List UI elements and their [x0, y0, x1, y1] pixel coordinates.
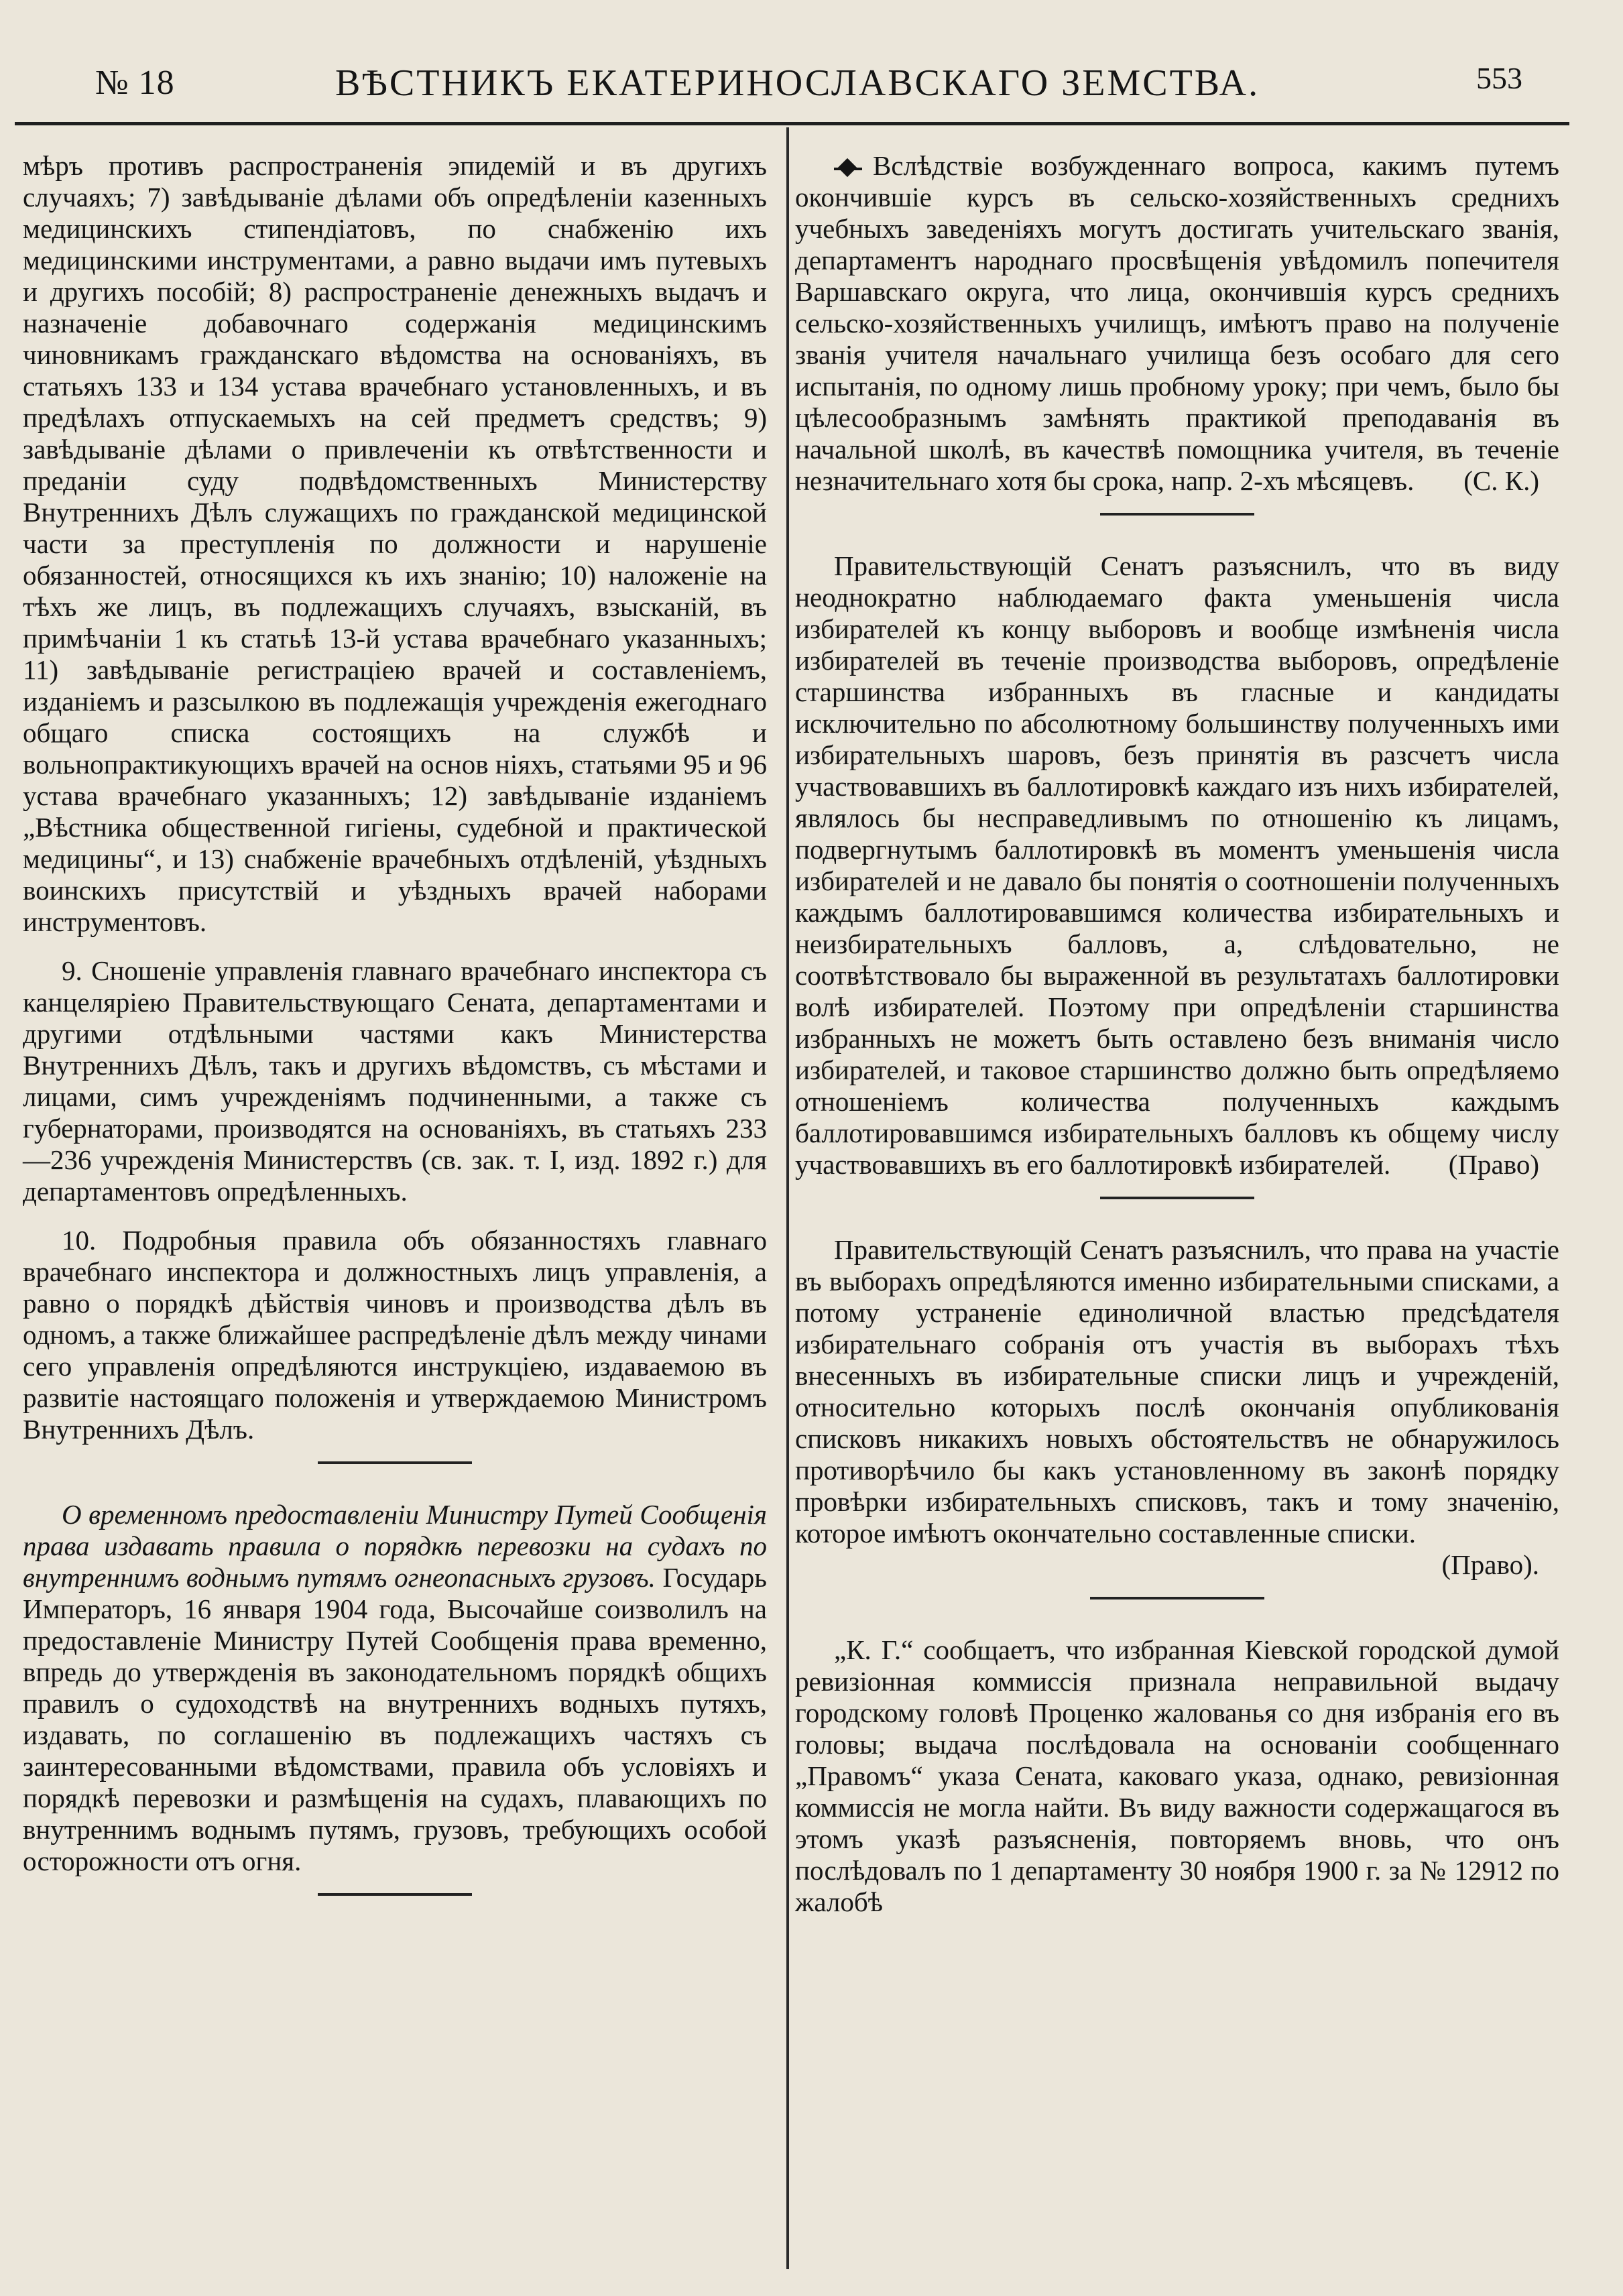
schools-text: Вслѣдствіе возбужденнаго вопроса, какимъ путемъ окончившіе курсъ въ сельско-хозяйственныхъ среднихъ учебныхъ заведеніяхъ могутъ достигать учительскаго званія, департаментъ народнаго просвѣщенія увѣдомилъ попечителя Варшавскаго округа, что лица, окончившія курсъ среднихъ сельско-хозяйственныхъ училищъ, имѣютъ право на полученіе званія учителя начальнаго училища безъ особаго для сего испытанія, по одному лишь пробному уроку; при чемъ, было бы цѣлесообразнымъ замѣнять практикой преподаванія въ начальной школѣ, въ качествѣ помощника учителя, въ теченіе незначительнаго хотя бы срока, напр. 2-хъ мѣсяцевъ. [795, 150, 1559, 496]
senate-1-text: Правительствующій Сенатъ разъяснилъ, что въ виду неоднократно наблюдаемаго факта уменьшенія числа избирателей къ концу выборовъ и вообще измѣненія числа избирателей въ теченіе производства выборовъ, опредѣленіе старшинства избранныхъ въ гласные и кандидаты исключительно по абсолютному большинству полученныхъ ими избирательныхъ шаровъ, безъ принятія въ разсчетъ числа участвовавшихъ въ баллотировкѣ каждаго изъ нихъ избирателей, являлось бы несправедливымъ по отношенію къ лицамъ, подвергнутымъ баллотировкѣ въ моментъ уменьшенія числа избирателей и не давало бы понятія о соотношеніи полученныхъ каждымъ баллотировавшимся количества избирательныхъ и неизбирательныхъ балловъ, а, слѣдовательно, не соотвѣтствовало бы выраженной въ результатахъ баллотировки волѣ избирателей. Поэтому при опредѣленіи старшинства избранныхъ не можетъ быть оставлено безъ вниманія число избирателей, и таковое старшинство должно быть опредѣляемо отношеніемъ количества полученныхъ каждымъ баллотировавшимся избирательныхъ балловъ къ общему числу участвовавшихъ въ его баллотировкѣ избирателей. [795, 550, 1559, 1180]
section-separator [23, 1877, 767, 1913]
decree-heading: О временномъ предоставленіи Министру Путей Сообщенія права издавать правила о порядкѣ перевозки на судахъ по внутреннимъ воднымъ путямъ огнеопасныхъ грузовъ. [23, 1499, 767, 1593]
journal-title: ВѢСТНИКЪ ЕКАТЕРИНОСЛАВСКАГО ЗЕМСТВА. [335, 62, 1260, 104]
section-separator [795, 1181, 1559, 1217]
left-column [23, 150, 767, 1913]
page-number: 553 [1476, 61, 1522, 95]
left-paragraph-decree [23, 1499, 767, 1877]
right-column [795, 150, 1559, 1918]
right-paragraph-senate-2 [795, 1234, 1559, 1580]
column-divider [786, 127, 789, 2269]
section-separator [795, 497, 1559, 533]
source-note: (С. К.) [1463, 465, 1539, 496]
senate-2-text: Правительствующій Сенатъ разъяснилъ, что права на участіе въ выборахъ опредѣляются именно избирательными списками, а потому устраненіе единоличной властью предсѣдателя избирательнаго собранія отъ участія въ выборахъ тѣхъ внесенныхъ въ избирательные списки лицъ и учрежденій, относительно которыхъ послѣ окончанія опубликованія списковъ никакихъ новыхъ обстоятельствъ не обнаружилось противорѣчило бы какъ установленному въ законѣ порядку провѣрки избирательныхъ списковъ, такъ и тому значенію, которое имѣютъ окончательно составленные списки. [795, 1234, 1559, 1549]
right-paragraph-senate-1 [795, 550, 1559, 1181]
source-note: (Право). [1441, 1549, 1539, 1580]
left-paragraph-10: 10. Подробныя правила объ обязанностяхъ главнаго врачебнаго инспектора и должностныхъ лицъ управленія, а равно о порядкѣ дѣйствія чиновъ и производства дѣлъ въ одномъ, а также ближайшее распредѣленіе дѣлъ между чинами сего управленія опредѣляются инструкціею, издаваемою въ развитіе настоящаго положенія и утверждаемою Министромъ Внутреннихъ Дѣлъ. [23, 1225, 767, 1445]
header-rule [15, 122, 1569, 125]
ornament-icon [834, 162, 863, 176]
right-paragraph-schools [795, 150, 1559, 497]
left-paragraph-continued: мѣръ противъ распространенія эпидемій и въ другихъ случаяхъ; 7) завѣдываніе дѣлами объ опредѣленіи казенныхъ медицинскихъ стипендіатовъ, по снабженію ихъ медицинскими инструментами, а равно выдачи имъ путевыхъ и другихъ пособій; 8) распространеніе денежныхъ выдачъ и назначеніе добавочнаго содержанія медицинскимъ чиновникамъ гражданскаго вѣдомства на основаніяхъ, въ статьяхъ 133 и 134 устава врачебнаго установленныхъ, и въ предѣлахъ отпускаемыхъ на сей предметъ средствъ; 9) завѣдываніе дѣлами о привлеченіи къ отвѣтственности и преданіи суду подвѣдомственныхъ Министерству Внутреннихъ Дѣлъ служащихъ по гражданской медицинской части за преступленія по должности и нарушеніе обязанностей, относящихся къ ихъ знанію; 10) наложеніе на тѣхъ же лицъ, въ подлежащихъ случаяхъ, взысканій, въ примѣчаніи 1 къ статьѣ 13-й устава врачебнаго указанныхъ; 11) завѣдываніе регистраціею врачей и составленіемъ, изданіемъ и разсылкою въ подлежащія учрежденія ежегоднаго общаго списка состоящихъ на службѣ и вольнопрактикующихъ врачей на основ ніяхъ, статьями 95 и 96 устава врачебнаго указанныхъ; 12) завѣдываніе изданіемъ „Вѣстника общественной гигіены, судебной и практической медицины“, и 13) снабженіе врачебныхъ отдѣленій, уѣздныхъ воинскихъ присутствій и уѣздныхъ врачей наборами инструментовъ. [23, 150, 767, 937]
source-note: (Право) [1448, 1149, 1539, 1180]
page-header [80, 58, 1543, 111]
left-paragraph-9: 9. Сношеніе управленія главнаго врачебнаго инспектора съ канцеляріею Правительствующаго Сената, департаментами и другими отдѣльными частями какъ Министерства Внутреннихъ Дѣлъ, такъ и другихъ вѣдомствъ, съ мѣстами и лицами, симъ учрежденіямъ подчиненными, а также съ губернаторами, производятся на основаніяхъ, въ статьяхъ 233—236 учрежденія Министерствъ (св. зак. т. I, изд. 1892 г.) для департаментовъ опредѣленныхъ. [23, 955, 767, 1207]
section-separator [23, 1445, 767, 1482]
issue-number: № 18 [95, 64, 175, 102]
decree-text: Государь Императоръ, 16 января 1904 года, Высочайше соизволилъ на предоставленіе Министру Путей Сообщенія права временно, впредь до утвержденія въ законодательномъ порядкѣ общихъ правилъ о судоходствѣ на внутреннихъ водныхъ путяхъ, издавать, по соглашенію въ подлежащихъ частяхъ съ заинтересованными вѣдомствами, правила объ условіяхъ и порядкѣ перевозки и размѣщенія на судахъ, плавающихъ по внутреннимъ воднымъ путямъ, грузовъ, требующихъ особой осторожности отъ огня. [23, 1562, 767, 1876]
right-paragraph-kiev: „К. Г.“ сообщаетъ, что избранная Кіевской городской думой ревизіонная коммиссія признала неправильной выдачу городскому головѣ Проценко жалованья со дня избранія его въ головы; выдача послѣдовала на основаніи сообщеннаго „Правомъ“ указа Сената, каковаго указа, однако, ревизіонная коммиссія не могла найти. Въ виду важности содержащагося въ этомъ указѣ разъясненія, повторяемъ вновь, что онъ послѣдовалъ по 1 департаменту 30 ноября 1900 г. за № 12912 по жалобѣ [795, 1634, 1559, 1917]
section-separator [795, 1581, 1559, 1617]
